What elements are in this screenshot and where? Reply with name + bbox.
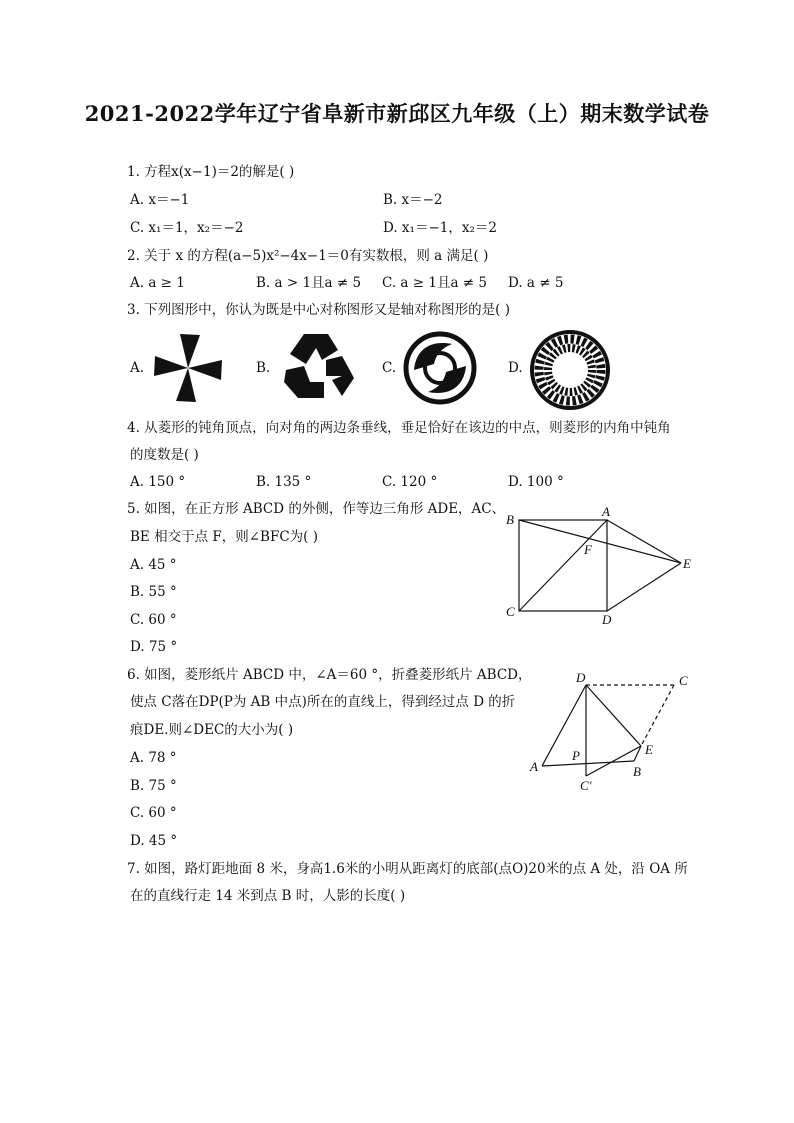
page-title: 2021-2022学年辽宁省阜新市新邱区九年级（上）期末数学试卷 — [84, 101, 710, 126]
square-triangle-figure — [500, 500, 700, 630]
q1-option-c[interactable]: C. x₁＝1，x₂＝−2 — [130, 220, 244, 236]
q4-option-a[interactable]: A. 150 ° — [130, 474, 186, 490]
q2-option-c[interactable]: C. a ≥ 1且a ≠ 5 — [382, 275, 487, 291]
q6-label-d: D — [576, 670, 586, 685]
q6-option-a[interactable]: A. 78 ° — [130, 750, 177, 766]
q6-option-d[interactable]: D. 45 ° — [130, 833, 178, 849]
q3-option-a[interactable]: A. — [130, 360, 145, 376]
q5-label-f: F — [584, 542, 592, 557]
question-6-stem-cont: 使点 C落在DP(P为 AB 中点)所在的直线上，得到经过点 D 的折 — [130, 694, 516, 710]
q2-option-b[interactable]: B. a > 1且a ≠ 5 — [256, 275, 362, 291]
q3-option-b[interactable]: B. — [256, 360, 271, 376]
q6-label-p: P — [572, 748, 580, 763]
q5-label-a: A — [602, 504, 610, 519]
question-5-stem: 5. 如图，在正方形 ABCD 的外侧，作等边三角形 ADE，AC、 — [127, 501, 506, 517]
q6-option-b[interactable]: B. 75 ° — [130, 778, 177, 794]
pinwheel-figure-icon — [150, 332, 226, 404]
q5-option-b[interactable]: B. 55 ° — [130, 584, 177, 600]
question-6-stem-cont2: 痕DE.则∠DEC的大小为( ) — [130, 722, 294, 738]
q5-label-d: D — [602, 612, 612, 627]
q1-option-a[interactable]: A. x＝−1 — [130, 192, 190, 208]
q3-option-d[interactable]: D. — [508, 360, 523, 376]
q1-option-d[interactable]: D. x₁＝−1，x₂＝2 — [383, 220, 497, 236]
sunburst-figure-icon — [530, 330, 610, 410]
q1-option-b[interactable]: B. x＝−2 — [383, 192, 443, 208]
question-5-stem-cont: BE 相交于点 F，则∠BFC为( ) — [130, 529, 318, 545]
recycle-triangle-figure-icon — [282, 330, 358, 404]
question-7-stem-cont: 在的直线行走 14 米到点 B 时，人影的长度( ) — [130, 888, 406, 904]
q4-option-b[interactable]: B. 135 ° — [256, 474, 312, 490]
rhombus-fold-figure — [524, 668, 704, 798]
q6-label-c: C — [679, 673, 688, 688]
question-1-stem: 1. 方程x(x−1)＝2的解是( ) — [127, 164, 295, 180]
question-4-stem-cont: 的度数是( ) — [130, 447, 199, 463]
q2-option-a[interactable]: A. a ≥ 1 — [130, 275, 185, 291]
q6-label-b: B — [633, 764, 641, 779]
question-2-stem: 2. 关于 x 的方程(a−5)x²−4x−1＝0有实数根，则 a 满足( ) — [127, 248, 489, 264]
q5-label-e: E — [683, 556, 691, 571]
q6-label-a: A — [530, 759, 538, 774]
q2-option-d[interactable]: D. a ≠ 5 — [508, 275, 564, 291]
circle-logo-figure-icon — [402, 330, 478, 406]
q6-label-c-prime: C′ — [580, 778, 592, 793]
question-3-stem: 3. 下列图形中，你认为既是中心对称图形又是轴对称图形的是( ) — [127, 302, 510, 318]
q4-option-c[interactable]: C. 120 ° — [382, 474, 438, 490]
q6-option-c[interactable]: C. 60 ° — [130, 805, 177, 821]
q5-label-b: B — [506, 512, 514, 527]
q4-option-d[interactable]: D. 100 ° — [508, 474, 564, 490]
q5-label-c: C — [506, 604, 515, 619]
q6-label-e: E — [645, 742, 653, 757]
q5-option-c[interactable]: C. 60 ° — [130, 612, 177, 628]
q5-option-d[interactable]: D. 75 ° — [130, 639, 178, 655]
question-7-stem: 7. 如图，路灯距地面 8 米，身高1.6米的小明从距离灯的底部(点O)20米的点 A 处，沿 OA 所 — [127, 861, 688, 877]
question-4-stem: 4. 从菱形的钝角顶点，向对角的两边条垂线，垂足恰好在该边的中点，则菱形的内角中钝角 — [127, 420, 671, 436]
q3-option-c[interactable]: C. — [382, 360, 397, 376]
question-6-stem: 6. 如图，菱形纸片 ABCD 中，∠A＝60 °，折叠菱形纸片 ABCD， — [127, 667, 532, 683]
q5-option-a[interactable]: A. 45 ° — [130, 557, 177, 573]
